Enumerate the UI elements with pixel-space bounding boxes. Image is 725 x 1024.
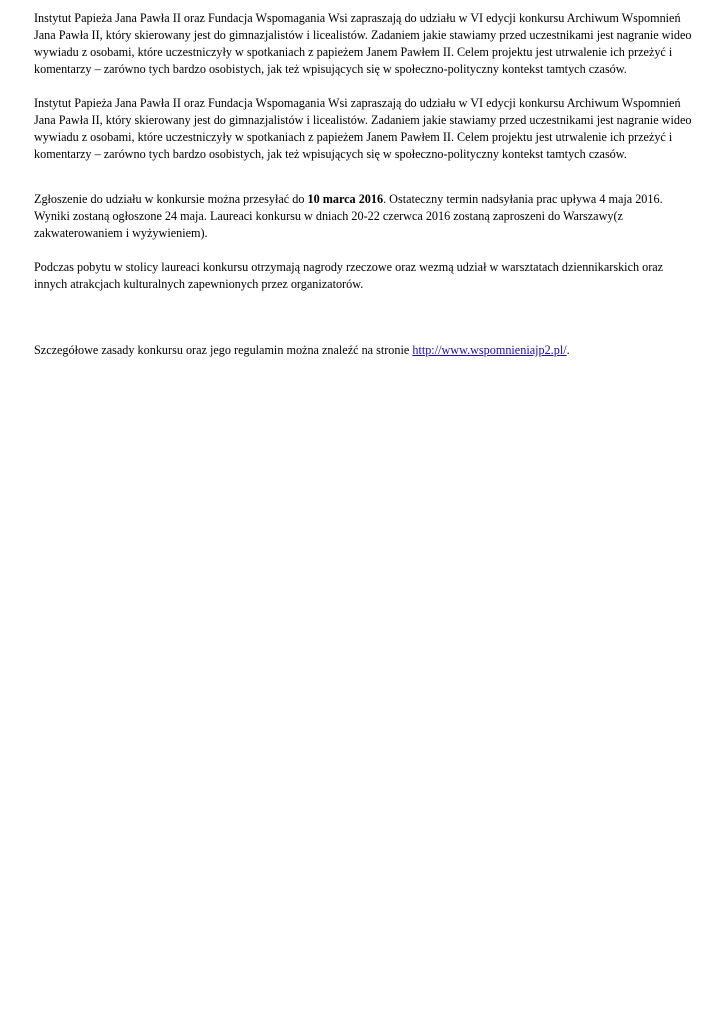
- deadline-text-before: Zgłoszenie do udziału w konkursie można przesyłać do: [34, 192, 308, 206]
- intro-paragraph-1: Instytut Papieża Jana Pawła II oraz Fundacja Wspomagania Wsi zapraszają do udziału w VI edycji konkursu Archiwum Wspomnień Jana Pawła II, który skierowany jest do gimnazjalistów i licealistów. Zadaniem jakie stawiamy przed uczestnikami jest nagranie wideo wywiadu z osobami, które uczestniczyły w spotkaniach z papieżem Janem Pawłem II. Celem projektu jest utrwalenie ich przeżyć i komentarzy – zarówno tych bardzo osobistych, jak też wpisujących się w społeczno-polityczny kontekst tamtych czasów.: [34, 11, 692, 76]
- website-link[interactable]: http://www.wspomnieniajp2.pl/: [412, 343, 567, 357]
- document-body: [34, 10, 694, 359]
- details-text-before: Szczegółowe zasady konkursu oraz jego regulamin można znaleźć na stronie: [34, 343, 413, 357]
- details-paragraph: [34, 342, 694, 359]
- prizes-paragraph: Podczas pobytu w stolicy laureaci konkursu otrzymają nagrody rzeczowe oraz wezmą udział w warsztatach dziennikarskich oraz innych atrakcjach kulturalnych zapewnionych przez organizatorów.: [34, 260, 664, 291]
- deadline-paragraph: [34, 191, 694, 242]
- deadline-text-after: . Ostateczny termin nadsyłania prac upływa 4 maja 2016. Wyniki zostaną ogłoszone 24 maja. Laureaci konkursu w dniach 20-22 czerwca 2016 zostaną zaproszeni do Warszawy(z zakwaterowaniem i wyżywieniem).: [34, 192, 663, 240]
- deadline-date: 10 marca 2016: [307, 192, 384, 206]
- paragraph-spacer: [34, 78, 694, 95]
- details-text-after: .: [566, 343, 570, 357]
- paragraph-spacer: [34, 293, 694, 342]
- paragraph-spacer: [34, 163, 694, 191]
- paragraph-spacer: [34, 242, 694, 259]
- intro-paragraph-2: Instytut Papieża Jana Pawła II oraz Fundacja Wspomagania Wsi zapraszają do udziału w VI edycji konkursu Archiwum Wspomnień Jana Pawła II, który skierowany jest do gimnazjalistów i licealistów. Zadaniem jakie stawiamy przed uczestnikami jest nagranie wideo wywiadu z osobami, które uczestniczyły w spotkaniach z papieżem Janem Pawłem II. Celem projektu jest utrwalenie ich przeżyć i komentarzy – zarówno tych bardzo osobistych, jak też wpisujących się w społeczno-polityczny kontekst tamtych czasów.: [34, 96, 692, 161]
